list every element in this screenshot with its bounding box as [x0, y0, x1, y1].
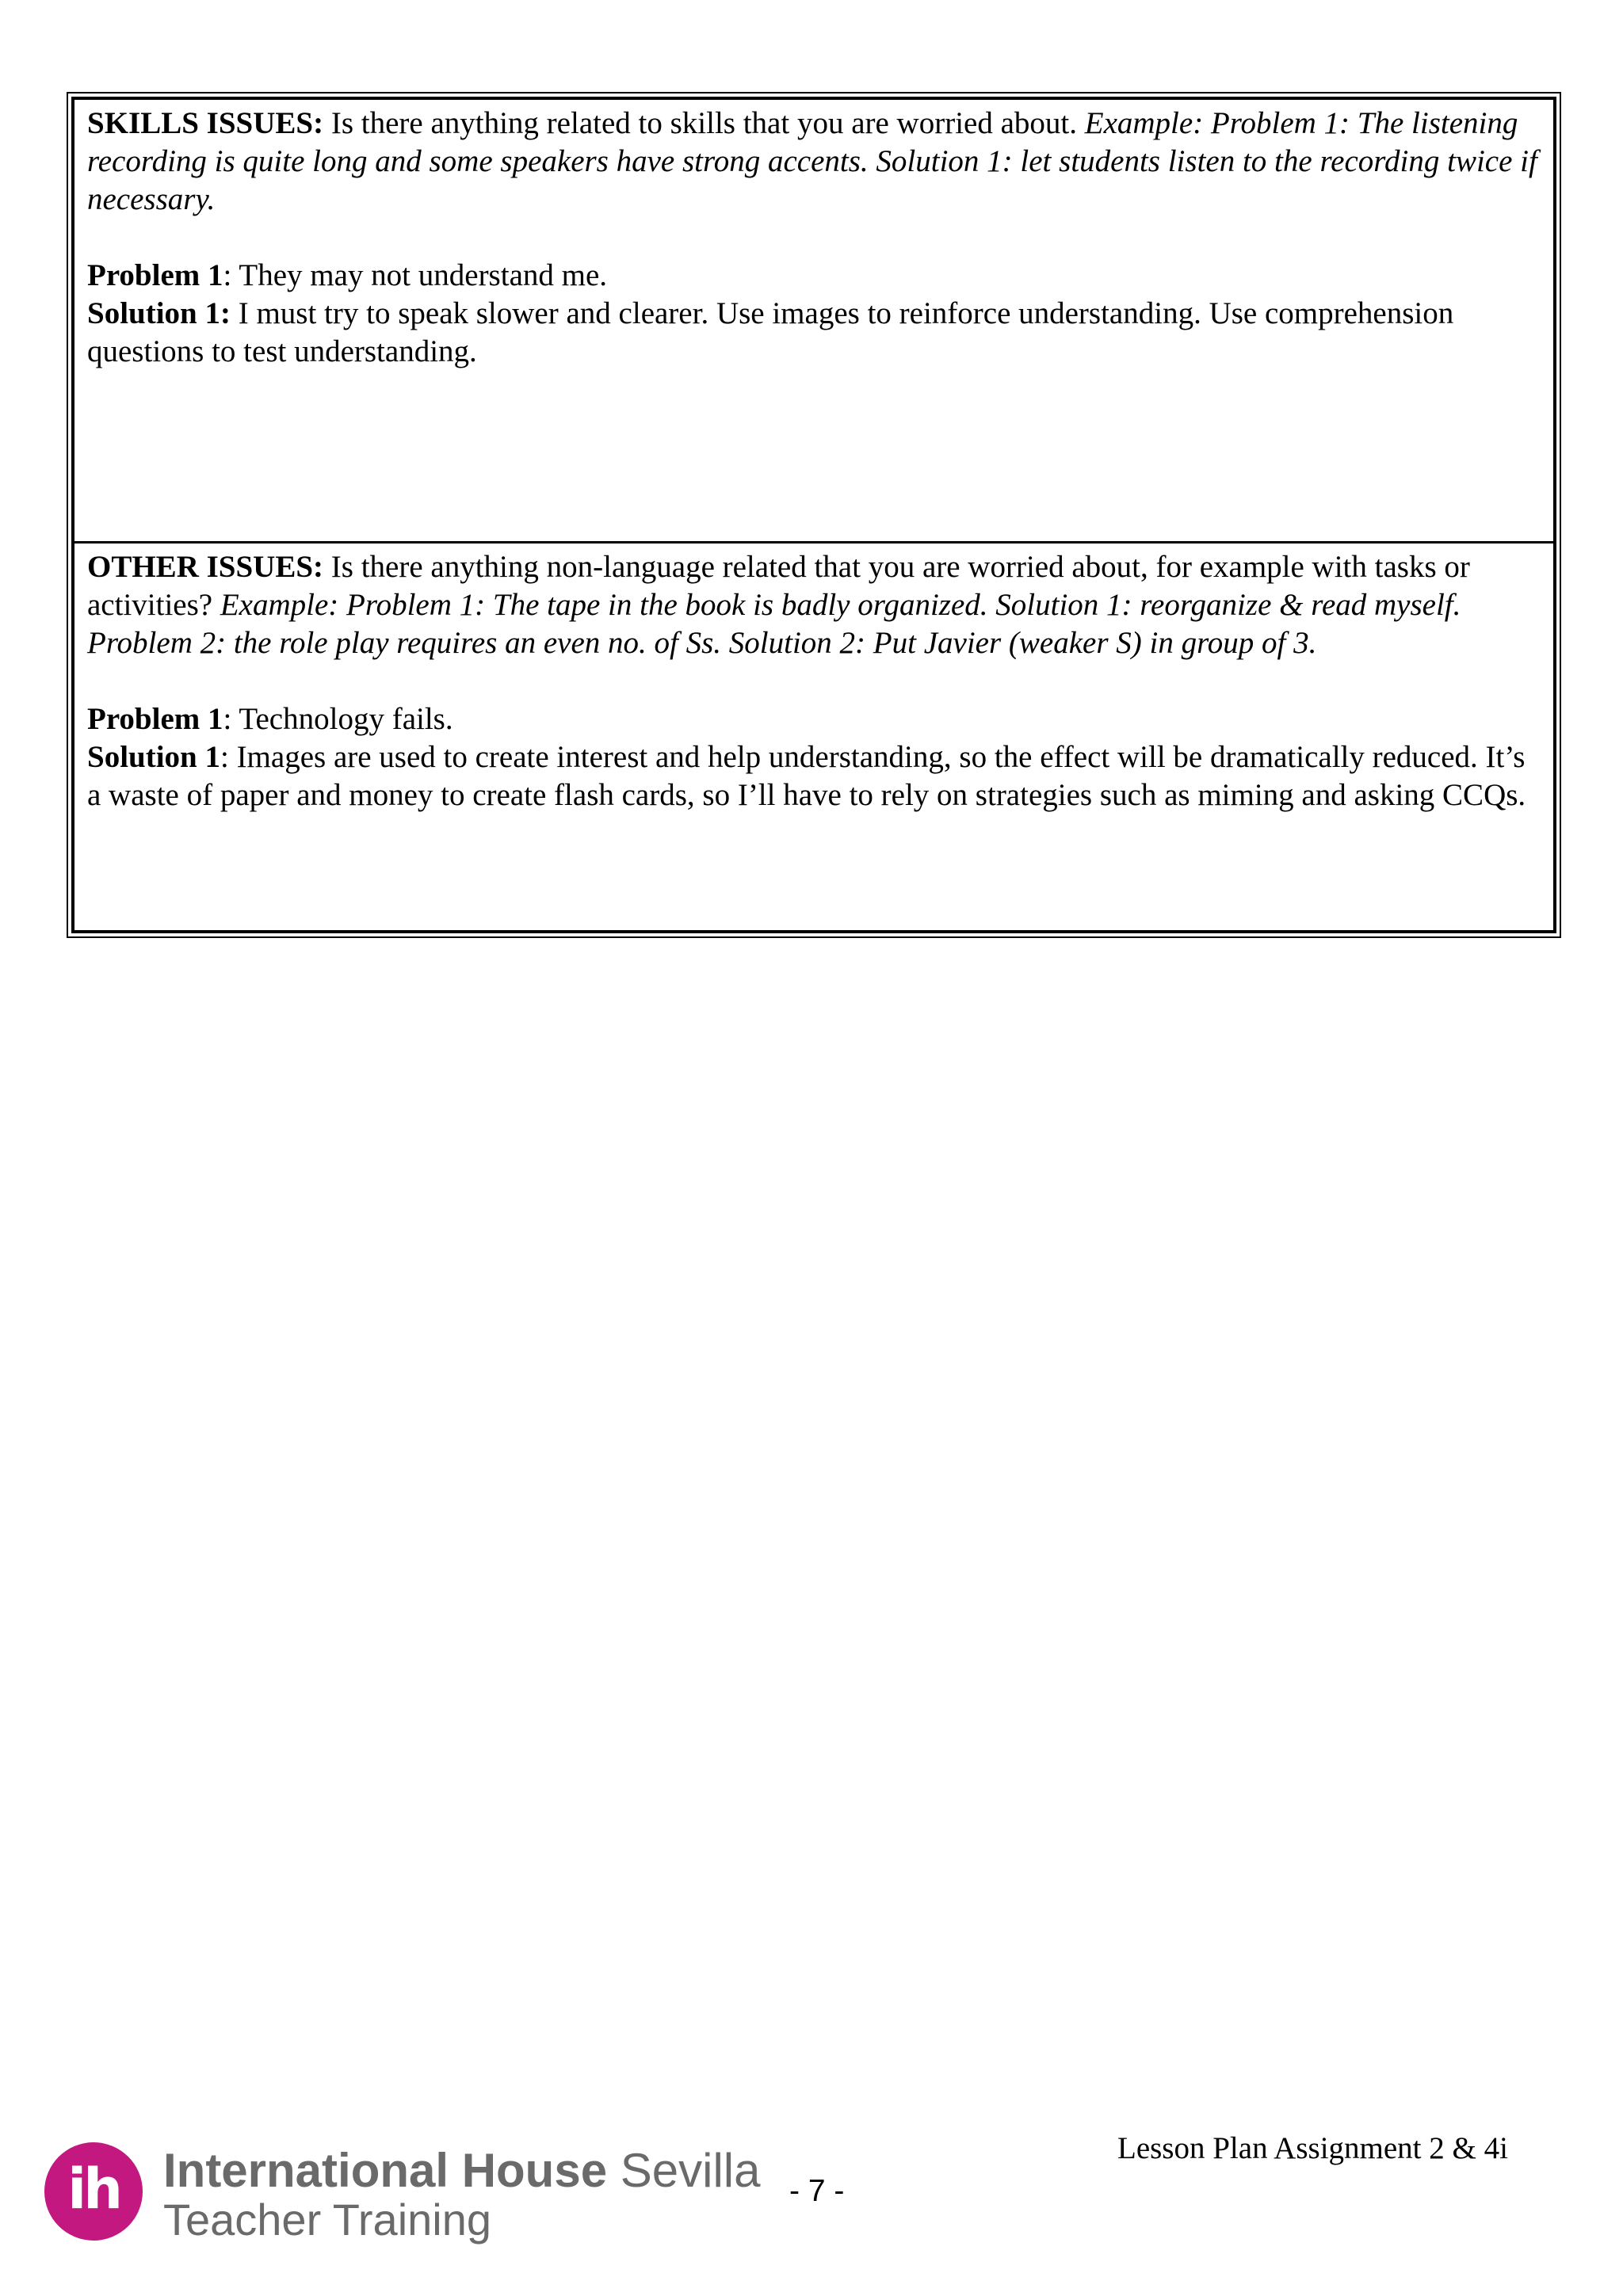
other-solution-label: Solution 1 — [87, 740, 220, 774]
skills-example: Example: Problem 1: The listening recording is quite long and some speakers have strong accents. Solution 1: let students listen to the recording twice if necessary. — [87, 106, 1537, 216]
skills-solution — [87, 295, 1542, 371]
other-example: Example: Problem 1: The tape in the book is badly organized. Solution 1: reorganize & read myself. Problem 2: the role play requires an even no. of Ss. Solution 2: Put Javier (weaker S) in group of 3. — [87, 588, 1461, 660]
skills-problem — [87, 257, 1542, 295]
logo-name: International House — [163, 2144, 608, 2197]
logo-city: Sevilla — [607, 2144, 761, 2197]
skills-problem-text: : They may not understand me. — [223, 258, 608, 292]
other-problem-text: : Technology fails. — [223, 702, 453, 736]
other-solution-text: : Images are used to create interest and help understanding, so the effect will be dramatically reduced. It’s a waste of paper and money to create flash cards, so I’ll have to rely on strategies such as miming and asking CCQs. — [87, 740, 1526, 812]
skills-prompt — [87, 105, 1542, 219]
skills-question: Is there anything related to skills that you are worried about. — [323, 106, 1085, 140]
skills-heading: SKILLS ISSUES: — [87, 106, 324, 140]
other-prompt — [87, 548, 1542, 662]
other-question: Is there anything non-language related that you are worried about, for example with tasks or activities? — [87, 550, 1470, 622]
page-number: - 7 - — [789, 2174, 845, 2208]
other-issues-cell — [74, 543, 1553, 933]
skills-solution-text: I must try to speak slower and clearer. Use images to reinforce understanding. Use comprehension questions to test understanding. — [87, 296, 1454, 368]
logo-subtitle: Teacher Training — [163, 2195, 492, 2245]
skills-issues-cell — [74, 100, 1553, 543]
assignment-label: Lesson Plan Assignment 2 & 4i — [1117, 2131, 1508, 2165]
skills-problem-label: Problem 1 — [87, 258, 223, 292]
issues-table — [71, 97, 1556, 933]
ih-logo — [44, 2142, 869, 2269]
other-heading: OTHER ISSUES: — [87, 550, 324, 584]
ih-logo-icon: ih — [44, 2142, 143, 2241]
other-solution — [87, 738, 1542, 814]
skills-solution-label: Solution 1: — [87, 296, 231, 330]
other-problem-label: Problem 1 — [87, 702, 223, 736]
other-problem — [87, 700, 1542, 738]
logo-title — [163, 2142, 761, 2199]
